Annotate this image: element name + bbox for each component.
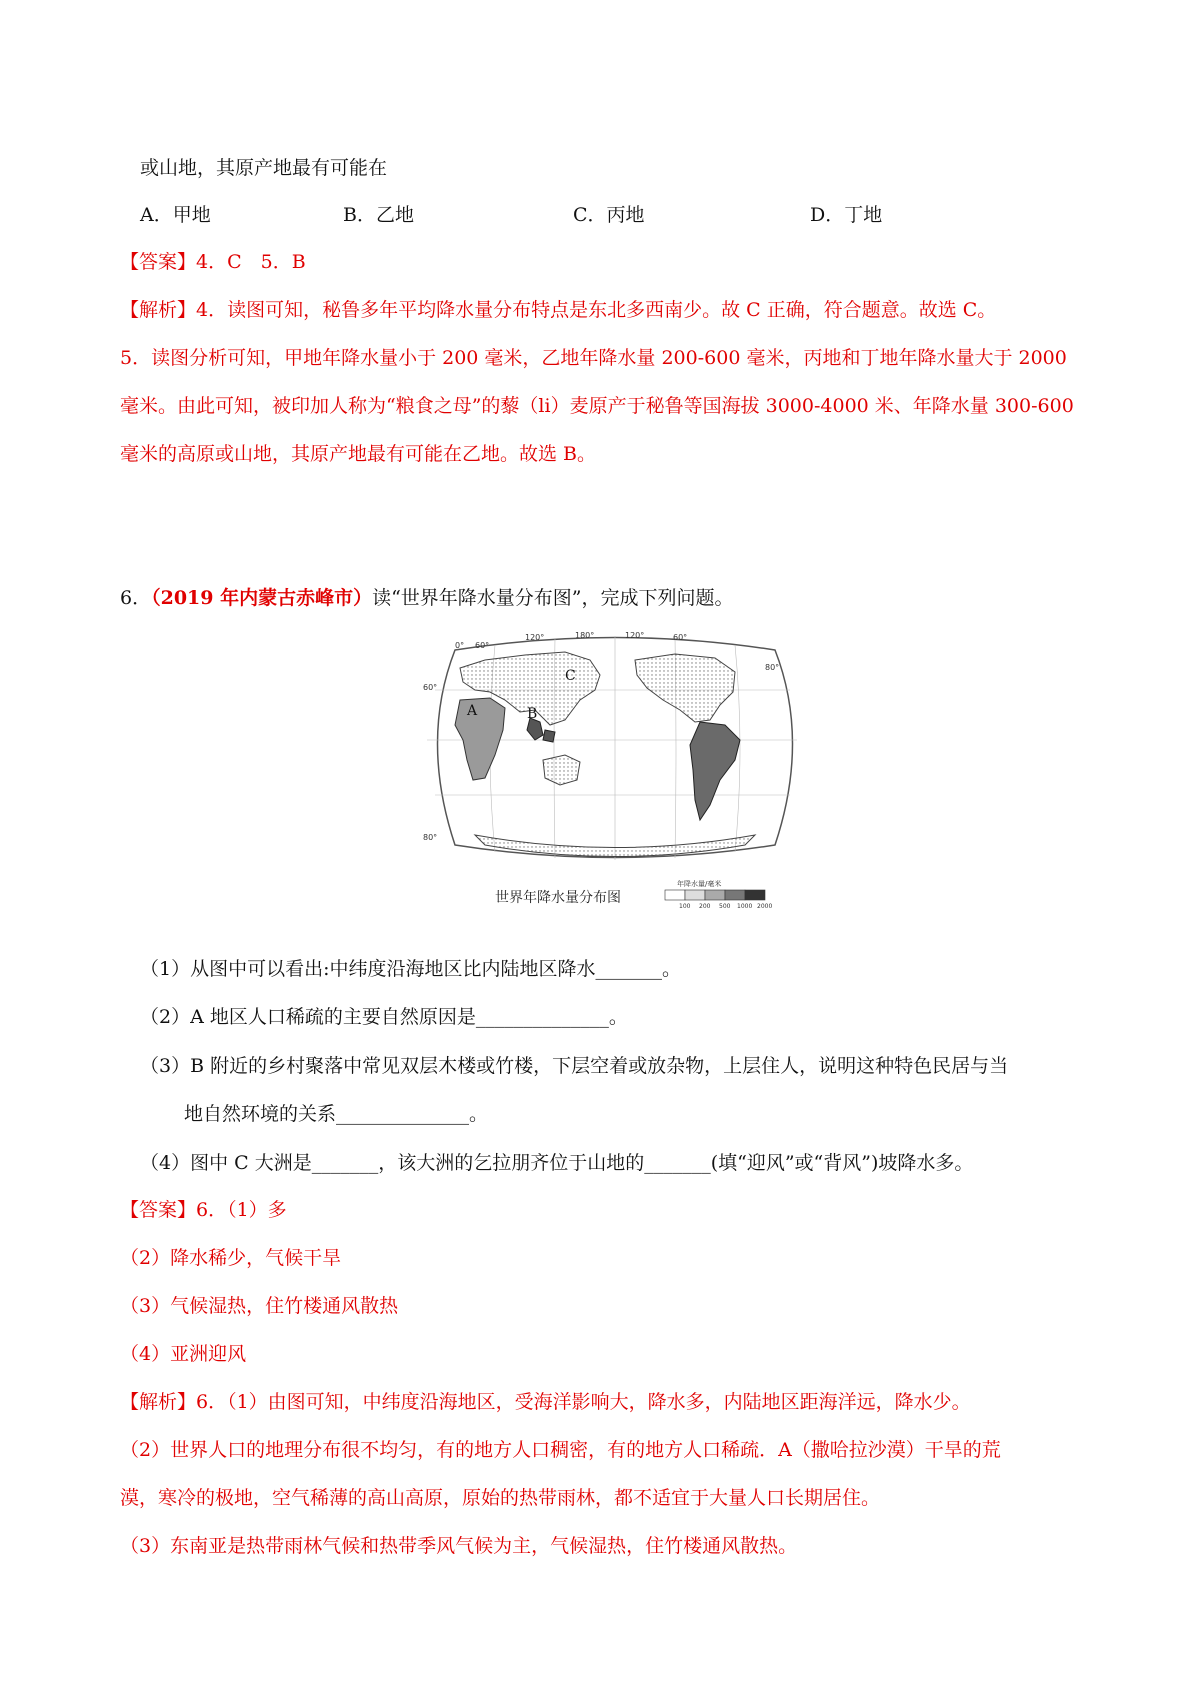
explanation-6-line4: （3）东南亚是热带雨林气候和热带季风气候为主，气候湿热，住竹楼通风散热。 [120,1535,798,1557]
option-c: C．丙地 [573,204,645,226]
explanation-6-line2: （2）世界人口的地理分布很不均匀，有的地方人口稠密，有的地方人口稀疏．A（撒哈拉沙漠）干旱的荒 [120,1439,1001,1461]
question-6-part-3-line2: 地自然环境的关系______________。 [184,1103,489,1125]
map-degree-80n: 80° [765,663,780,672]
question-6-part-4: （4）图中 C 大洲是_______，该大洲的乞拉朋齐位于山地的_______(填“迎风”或“背风”)坡降水多。 [140,1152,974,1174]
explanation-5-line2: 毫米。由此可知，被印加人称为“粮食之母”的藜（li）麦原产于秘鲁等国海拔 3000-4000 米、年降水量 300-600 [120,395,1074,417]
map-degree-60w: 60° [673,633,688,642]
map-caption: 世界年降水量分布图 [495,890,621,906]
explanation-6-line3: 漠，寒冷的极地，空气稀薄的高山高原，原始的热带雨林，都不适宜于大量人口长期居住。 [120,1487,881,1509]
question-continuation: 或山地，其原产地最有可能在 [140,157,388,179]
explanation-5-line1: 5．读图分析可知，甲地年降水量小于 200 毫米，乙地年降水量 200-600 毫米，丙地和丁地年降水量大于 2000 [120,347,1067,369]
legend-title: 年降水量/毫米 [677,880,722,888]
option-d: D．丁地 [810,204,883,226]
answer-6-line4: （4）亚洲迎风 [120,1343,247,1365]
map-degree-120e: 120° [525,633,545,642]
question-6-part-1: （1）从图中可以看出:中纬度沿海地区比内陆地区降水_______。 [140,958,681,980]
world-precipitation-map [415,630,810,925]
explanation-6-line1: 【解析】6．（1）由图可知，中纬度沿海地区，受海洋影响大，降水多，内陆地区距海洋远，降水少。 [120,1391,971,1413]
question-6-part-2: （2）A 地区人口稀疏的主要自然原因是______________。 [140,1006,628,1028]
legend-value: 1000 [737,903,753,910]
map-legend [665,879,772,910]
option-a: A．甲地 [140,204,211,226]
legend-value: 200 [699,903,711,910]
legend-value: 2000 [757,903,773,910]
explanation-5-line3: 毫米的高原或山地，其原产地最有可能在乙地。故选 B。 [120,443,597,465]
answer-6-line1: 【答案】6．（1）多 [120,1199,287,1221]
map-degree-80s: 80° [423,833,438,842]
map-label-b: B [527,706,538,722]
legend-value: 100 [679,903,691,910]
question-6-stem [120,584,734,612]
question-number: 6． [120,587,152,609]
map-degree-60e: 60° [475,641,490,650]
map-degree-60n: 60° [423,683,438,692]
map-degree-120w: 120° [625,631,645,640]
map-label-a: A [467,703,478,719]
option-b: B．乙地 [343,204,414,226]
question-6-part-3-line1: （3）B 附近的乡村聚落中常见双层木楼或竹楼，下层空着或放杂物，上层住人，说明这种特色民居与当 [140,1055,1009,1077]
question-source: （2019 年内蒙古赤峰市） [151,587,373,609]
map-label-c: C [565,668,576,684]
answer-6-line3: （3）气候湿热，住竹楼通风散热 [120,1295,399,1317]
question-stem-text: 读“世界年降水量分布图”，完成下列问题。 [372,587,734,609]
answer-4-5: 【答案】4．C 5．B [120,251,306,273]
map-degree-0: 0° [455,641,465,650]
map-degree-180: 180° [575,631,595,640]
explanation-4: 【解析】4．读图可知，秘鲁多年平均降水量分布特点是东北多西南少。故 C 正确，符合题意。故选 C。 [120,299,997,321]
answer-6-line2: （2）降水稀少，气候干旱 [120,1247,342,1269]
legend-value: 500 [719,903,731,910]
